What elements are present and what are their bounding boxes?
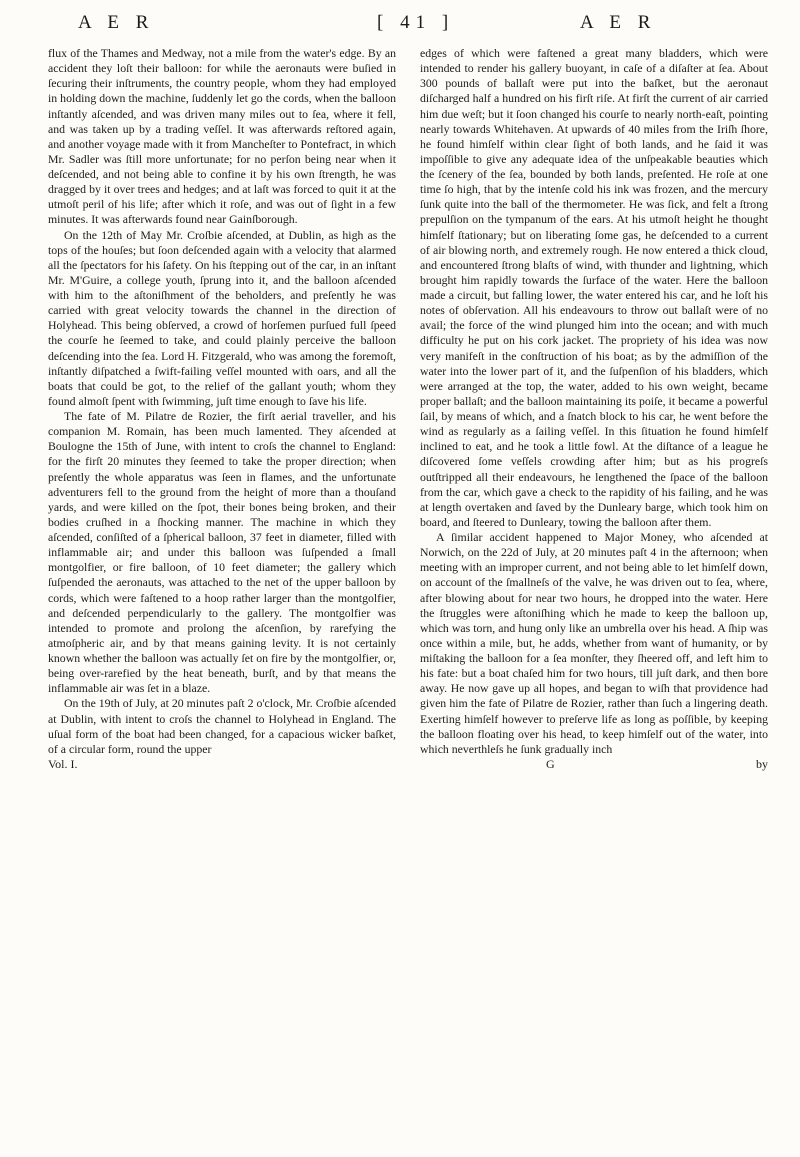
header-left: A E R xyxy=(78,12,155,33)
volume-signature: Vol. I. xyxy=(48,756,78,771)
paragraph: On the 19th of July, at 20 minutes paſt 2 o'clock, Mr. Croſbie aſcended at Dublin, with intent to croſs the channel to Holyhead in England. The uſual form of the boat had been changed, for a capacious wicker baſket, of a circular form, round the upper xyxy=(48,696,396,756)
paragraph: A ſimilar accident happened to Major Money, who aſcended at Norwich, on the 22d of July, at 20 minutes paſt 4 in the afternoon; when meeting with an improper current, and not being able to let himſelf down, on account of the ſmallneſs of the valve, he was driven out to ſea, where, after blowing about for near two hours, he dropped into the water. Here the ſtruggles were aſtoniſhing which he made to keep the balloon up, which was torn, and hung only like an umbrella over his head. A ſhip was once within a mile, but, he adds, whether from want of humanity, or by miſtaking the balloon for a ſea monſter, they ſheered off, and left him to his fate: but a boat chaſed him for two hours, till juſt dark, and then bore away. He now gave up all hopes, and began to wiſh that providence had given him the fate of Pilatre de Rozier, rather than ſuch a lingering death. Exerting himſelf however to preſerve life as long as poſſible, by keeping the balloon floating over his head, to keep himſelf out of the water, into which neverthleſs he ſunk gradually inch xyxy=(420,530,768,756)
text-columns xyxy=(48,46,768,757)
page-footer xyxy=(48,757,768,773)
running-header xyxy=(48,12,768,46)
left-column xyxy=(48,46,396,757)
paragraph: On the 12th of May Mr. Croſbie aſcended, at Dublin, as high as the tops of the houſes; but ſoon deſcended again with a velocity that alarmed all the ſpectators for his ſafety. On his ſtepping out of the car, in an inſtant Mr. M'Guire, a college youth, ſprung into it, and the balloon aſcended with him to the aſtoniſhment of the beholders, and preſently he was carried with great velocity towards the channel in the direction of Holyhead. This being obſerved, a crowd of horſemen purſued full ſpeed the courſe he ſeemed to take, and could plainly perceive the balloon deſcending into the ſea. Lord H. Fitzgerald, who was among the foremoſt, inſtantly diſpatched a ſwift-failing veſſel mounted with oars, and all the boats that could be got, to the relief of the gallant youth; whom they found almoſt ſpent with ſwimming, juſt time enough to ſave his life. xyxy=(48,227,396,408)
sheet-signature: G xyxy=(546,756,555,771)
paragraph: edges of which were faſtened a great many bladders, which were intended to render his gallery buoyant, in caſe of a diſaſter at ſea. About 300 pounds of ballaſt were put into the baſket, but the aeronaut diſcharged half a hundred on his firſt riſe. At firſt the current of air carried him due weſt; but it ſoon changed his courſe to nearly north-eaſt, pointing nearly towards Whitehaven. At upwards of 40 miles from the Iriſh ſhore, he found himſelf within clear ſight of both lands, and he ſaid it was impoſſible to give any adequate idea of the unſpeakable beauties which the ſcenery of the ſea, bounded by both lands, preſented. He roſe at one time ſo high, that by the intenſe cold his ink was frozen, and the mercury ſunk quite into the ball of the thermometer. He was ſick, and felt a ſtrong prepulſion on the tympanum of the ears. At his utmoſt height he thought himſelf ſtationary; but on liberating ſome gas, he deſcended to a current of air blowing north, and extremely rough. He now entered a thick cloud, and encountered ſtrong blaſts of wind, with thunder and lightning, which brought him rapidly towards the ſurface of the water. Here the balloon made a circuit, but falling lower, the water entered his car, and he loſt his notes of obſervation. All his endeavours to throw out ballaſt were of no avail; the force of the wind plunged him into the ocean; and with much difficulty he put on his cork jacket. The propriety of his idea was now very manifeſt in the conſtruction of his boat; as by the admiſſion of the water into the lower part of it, and the ſuſpenſion of his bladders, which were arranged at the top, the water, added to his own weight, became proper ballaſt; and the balloon maintaining its poiſe, it became a powerful ſail, by means of which, and a ſnatch block to his car, he went before the wind as regularly as a ſailing veſſel. In this ſituation he found himſelf inclined to eat, and he took a little fowl. At the diſtance of a league he diſcovered ſome veſſels crowding after him; but as his progreſs outſtripped all their endeavours, he lengthened the ſpace of the balloon from the car, which gave a check to the rapidity of his failing, and he was at length overtaken and ſaved by the Dunleary barge, which took him on board, and ſteered to Dunleary, towing the balloon after them. xyxy=(420,46,768,529)
catchword: by xyxy=(756,756,768,771)
paragraph: The fate of M. Pilatre de Rozier, the firſt aerial traveller, and his companion M. Romain, has been much lamented. They aſcended at Boulogne the 15th of June, with intent to croſs the channel to England: for the firſt 20 minutes they ſeemed to take the proper direction; when preſently the whole apparatus was ſeen in flames, and the unfortunate adventurers fell to the ground from the height of more than a thouſand yards, and were killed on the ſpot, their bones being broken, and their bodies cruſhed in a ſhocking manner. The machine in which they aſcended, conſiſted of a ſpherical balloon, 37 feet in diameter, filled with inflammable air; and under this balloon was ſuſpended a ſmall montgolfier, or fire balloon, of 10 feet diameter; the gallery which ſuſpended the aeronauts, was attached to the net of the upper balloon by cords, which were faſtened to a hoop rather larger than the montgolfier, and deſcended perpendicularly to the gallery. The montgolfier was intended to promote and prolong the aſcenſion, by rarefying the atmoſpheric air, and by that means gaining levity. It is not certainly known whether the balloon was actually ſet on fire by the montgolfier, or, being over-rarefied by the heat beneath, burſt, and by that means the inflammable air was ſet in a blaze. xyxy=(48,409,396,696)
page-number: [ 41 ] xyxy=(377,12,455,33)
right-column xyxy=(420,46,768,757)
paragraph: flux of the Thames and Medway, not a mile from the water's edge. By an accident they loſt their balloon: for while the aeronauts were buſied in ſecuring their inſtruments, the country people, whom they had employed in holding down the machine, ſuddenly let go the cords, when the balloon inſtantly aſcended, and was driven many miles out to ſea, where it fell, and was taken up by a trading veſſel. It was afterwards reſtored again, and another voyage made with it from Mancheſter to Pontefract, in which Mr. Sadler was ſtill more unfortunate; for no perſon being near when it deſcended, and not being able to confine it by his own ſtrength, he was dragged by it over trees and hedges; and at laſt was forced to quit it at the utmoſt peril of his life; after which it roſe, and was out of ſight in a few minutes. It was afterwards found near Gainſborough. xyxy=(48,46,396,227)
header-right: A E R xyxy=(580,12,657,33)
